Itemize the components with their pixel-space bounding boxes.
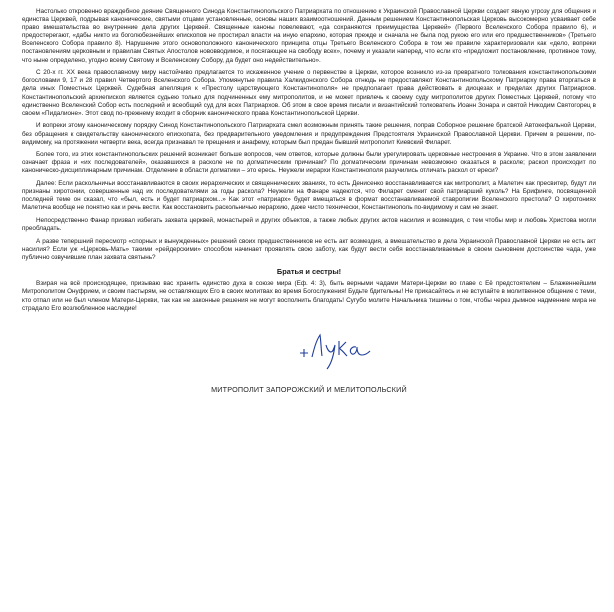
signatory-title: МИТРОПОЛИТ ЗАПОРОЖСКИЙ И МЕЛИТОПОЛЬСКИЙ	[211, 384, 407, 394]
paragraph-1: Настолько откровенно враждебное деяние Священного Синода Константинопольского Патриархата по отношению к Украинской Православной Церкви создает явную угрозу для общения и единства Церквей, подрывая канонические, святыми отцами установленные, основы наших взаимоотношений. Данным решением Константинопольская Церковь высокомерно усваивает себе право вмешательства во внутренние дела других Церквей. Священные каноны повелевают, «да сохраняются преимущества Церквей» (Первого Вселенского Собора правило 6), и предостерегают, «дабы никто из боголюбезнейших епископов не простирал власти на иную епархию, которая прежде и сначала не была под рукою его или его предшественников» (Третьего Вселенского Собора правило 8). Нарушение этого основоположного канонического принципа отцы Третьего Вселенского Собора в том же правиле характеризовали как «дело, вопреки постановлениям церковным и правилам Святых Апостолов нововводимое, и посягающее на свободу всех», почему и указали наперед, что если кто «предложит постановление, противное тому, что ныне определено, угодно всему Святому и Вселенскому Собору, да будет оно недействительно».	[22, 8, 596, 64]
signature-handwritten	[294, 319, 374, 375]
appeal-heading: Братья и сестры!	[276, 266, 342, 276]
paragraph-3: И вопреки этому каноническому порядку Синод Константинопольского Патриархата смел возможным принять такие решения, поправ Соборное решение братской Автокефальной Церкви, без обращения к свидетельству канонического епископата, без предварительного уведомления и предупреждения Предстоятеля Украинской Православной Церкви. Причем в решении, по-видимому, на протяжении четверти века, всегда признавал те прещения и анафему, которым был предан бывший митрополит Киевский Филарет.	[22, 122, 596, 146]
paragraph-5: Далее: Если раскольничьи восстанавливаются в своих иерархических и священнических званиях, то есть Денисенко восстанавливается как митрополит, а Малетич как пресвитер, будут ли признаны хиротонии, совершенные над их последователями за годы раскола? Неужели на Фанаре надеются, что Филарет сменит свой патриарший куколь? На Брифинге, посвященной последней теме он сказал, что «был, есть и будет патриархом...» Как этот «патриарх» будет вмещаться в формат восстанавливаемой ставропигии Вселенского престола? О хиротониях Малетича вообще не понятно как и речь вести. Как восстановить раскольничью иерархию, даже чисто технически, Константинополь по-видимому и сам не знает.	[22, 180, 596, 212]
paragraph-2: С 20-х гг. XX века православному миру настойчиво предлагается то искаженное учение о первенстве в Церкви, которое возникло из-за превратного толкования константинопольскими богословами 9, 17 и 28 правил Четвертого Вселенского Собора. Упомянутые правила Халкидонского Собора отнюдь не предоставляют Константинопольскому Патриарху права вторгаться в дела иных Поместных Церквей. Судебная апелляция к «Престолу царствующего Константинополя» не предполагает права действовать в диоцезах и пределах других Патриархов. Константинопольский архиепископ является судьею только для подчиненных ему митрополитов, и не может привлечь к своему суду митрополитов других Поместных Церквей, потому что единственно Вселенский Собор есть последний и всеобщий суд для всех Патриархов. Об этом в свое время писали и византийский толкователь Иоанн Зонара и святой Никодим Святогорец в своем «Пидалионе». Этот свод по-прежнему входит в сборник канонического права Константинопольской Церкви.	[22, 69, 596, 117]
signature-area	[22, 313, 596, 385]
paragraph-4: Более того, из этих константинопольских решений возникает больше вопросов, чем ответов, которые должны были урегулировать церковные нестроения в Украине. Что в этом заявлении означает фраза и «их последователей», оказавшихся в расколе не по догматическим причинам? По догматическим причинам невозможно оказаться в расколе; раскол происходит по каноническо-дисциплинарным причинам. Отделение в области догматики – это ересь. Неужели иерархи Константинополя разучились отличать раскол от ереси?	[22, 151, 596, 175]
paragraph-7: А разве тепершний пересмотр «спорных и вынужденных» решений своих предшественников не есть акт возмездия, а вмешательство в дела Украинской Православной Церкви не есть акт насилия? Если уж «Церковь-Мать» такими «рейдерскими» способом начинает проявлять свою заботу, как будут вести себя восстанавливаемые в своем сыновнем достоинстве чада, уже публично озвучившие план захвата святынь?	[22, 237, 596, 262]
paragraph-6: Непосредственно Фанар призвал избегать захвата церквей, монастырей и других объектов, а также любых других актов насилия и возмездия, с тем чтобы мир и любовь Христова могли преобладать.	[22, 217, 596, 233]
closing-paragraph: Взирая на всё происходящее, призываю вас хранить единство духа в союзе мира (Еф. 4: 3), быть верными чадами Матери-Церкви во главе с Её предстоятелем – Блаженнейшим Митрополитом Онуфрием, и своим пастырям, не оставляющих Его в своих молитвах во время Богослужения! Будьте бдительны! Не прикасайтесь и не вступайте в молитвенное общение с теми, кто отпал или не был членом Матери-Церкви, так как не законные решения не могут восполнить благодать! Сугубо молите Начальника тишины о том, чтобы через дымное надменние мира не страдало Его возлюбленное наследие!	[22, 280, 596, 312]
